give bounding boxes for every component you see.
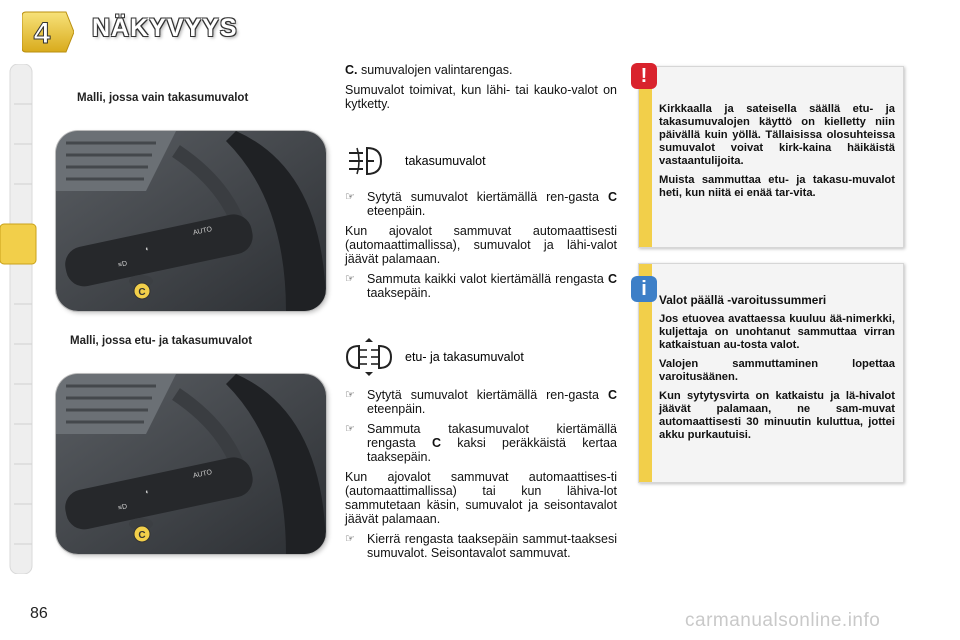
rear-fog-label: takasumuvalot — [405, 154, 486, 168]
info-text: Jos etuovea avattaessa kuuluu ää-nimerkki, kuljettaja on unohtanut sammuttaa virran katkaistuan au-tosta valot. — [659, 313, 895, 351]
intro-line: C. sumuvalojen valintarengas. — [345, 63, 513, 77]
pointer-icon: ☞ — [345, 273, 355, 285]
warning-icon: ! — [631, 63, 657, 89]
ring-label-c: C — [138, 287, 146, 298]
svg-text:◐: ◐ — [144, 488, 151, 497]
text-block-rear — [345, 190, 617, 306]
paragraph: Sumuvalot toimivat, kun lähi- tai kauko-valot on kytketty. — [345, 83, 617, 111]
ring-label-c: C — [138, 530, 146, 541]
info-text: Valojen sammuttaminen lopettaa varoitusäänen. — [659, 358, 895, 383]
caption-rear-only: Malli, jossa vain takasumuvalot — [77, 92, 249, 104]
warning-text: Kirkkaalla ja sateisella säällä etu- ja takasumuvalojen käyttö on kielletty niin päivällä kuin yöllä. Tällaisissa olosuhteissa sumuvalot voivat kirk-kaina häikäistä vastaantulijoita. — [659, 103, 895, 167]
info-text: Kun sytytysvirta on katkaistu ja lä-hivalot jäävät palamaan, ne sam-muvat automaattisesti 30 minuutin kuluttua, jottei akku purkautuisi. — [659, 390, 895, 441]
list-item: ☞ Sytytä sumuvalot kiertämällä ren-gasta C eteenpäin. — [345, 388, 617, 416]
page-title: NÄKYVYYS — [92, 14, 238, 42]
paragraph: Kun ajovalot sammuvat automaattises-ti (automaattimallissa) tai kun lähiva-lot sammutetaan käsin, sumuvalot ja seisontavalot jäävät palamaan. — [345, 470, 617, 526]
text-block-front-rear — [345, 388, 617, 566]
info-note — [638, 263, 904, 483]
list-item: ☞ Sammuta takasumuvalot kiertämällä rengasta C kaksi peräkkäistä kertaa taaksepäin. — [345, 422, 617, 464]
text-block-top — [345, 63, 617, 117]
svg-text:◐: ◐ — [144, 245, 151, 254]
svg-text:≡D: ≡D — [117, 503, 128, 513]
pointer-icon: ☞ — [345, 423, 355, 435]
pointer-icon: ☞ — [345, 191, 355, 203]
info-title: Valot päällä -varoitussummeri — [659, 293, 827, 307]
warning-text: Muista sammuttaa etu- ja takasu-muvalot heti, kun niitä ei enää tar-vita. — [659, 174, 895, 199]
front-rear-fog-label: etu- ja takasumuvalot — [405, 350, 524, 364]
paragraph: Kun ajovalot sammuvat automaattisesti (automaattimallissa), sumuvalot ja lähi-valot jäävät palamaan. — [345, 224, 617, 266]
watermark: carmanualsonline.info — [685, 610, 881, 631]
note-accent-bar — [639, 67, 652, 247]
rear-fog-symbol-row — [345, 144, 486, 178]
chapter-number: 4 — [33, 17, 51, 50]
chapter-tab — [22, 10, 74, 54]
stalk-photo-front-rear — [56, 374, 326, 554]
stalk-photo-rear — [56, 131, 326, 311]
svg-text:AUTO: AUTO — [192, 468, 213, 480]
svg-text:≡D: ≡D — [117, 260, 128, 270]
svg-text:AUTO: AUTO — [192, 225, 213, 237]
rear-fog-light-icon — [345, 144, 385, 178]
caption-front-and-rear: Malli, jossa etu- ja takasumuvalot — [70, 335, 253, 347]
list-item: ☞ Sytytä sumuvalot kiertämällä ren-gasta C eteenpäin. — [345, 190, 617, 218]
page-number: 86 — [30, 605, 48, 622]
list-item: ☞ Kierrä rengasta taaksepäin sammut-taaksesi sumuvalot. Seisontavalot sammuvat. — [345, 532, 617, 560]
info-icon: i — [631, 276, 657, 302]
list-item: ☞ Sammuta kaikki valot kiertämällä rengasta C taaksepäin. — [345, 272, 617, 300]
margin-tabs — [0, 64, 38, 574]
pointer-icon: ☞ — [345, 533, 355, 545]
pointer-icon: ☞ — [345, 389, 355, 401]
warning-note — [638, 66, 904, 248]
front-rear-fog-light-icon — [345, 338, 393, 376]
front-rear-fog-symbol-row — [345, 338, 524, 376]
